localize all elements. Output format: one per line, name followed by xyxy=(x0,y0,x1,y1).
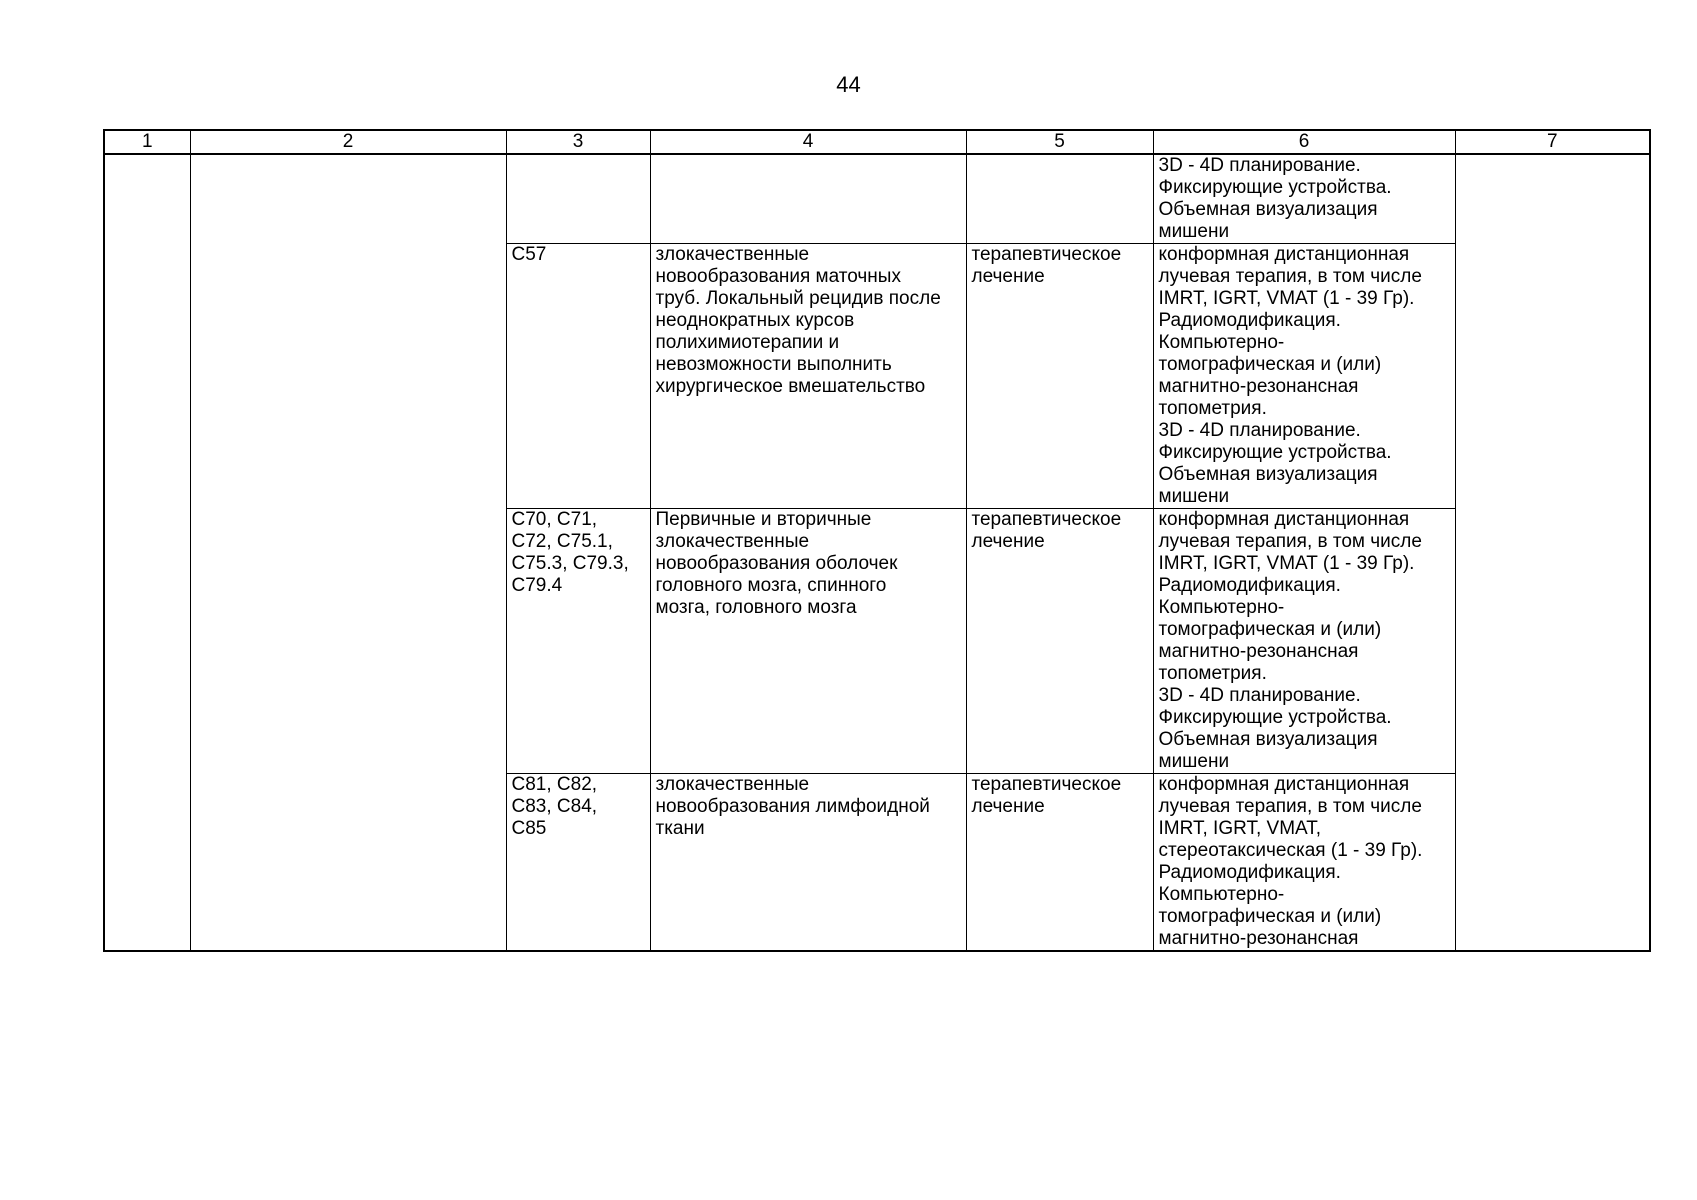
cell-diagnosis xyxy=(650,509,966,774)
cell-method xyxy=(1153,244,1455,509)
column-header-3: 3 xyxy=(506,130,650,154)
cell-method xyxy=(1153,509,1455,774)
code-text: C70, C71, C72, C75.1, C75.3, C79.3, C79.4 xyxy=(511,509,629,596)
cell-treatment-type xyxy=(966,774,1153,952)
column-header-2: 2 xyxy=(190,130,506,154)
column-header-1: 1 xyxy=(104,130,190,154)
cell-treatment-type xyxy=(966,154,1153,244)
cell-treatment-type xyxy=(966,509,1153,774)
table-row xyxy=(104,154,1650,244)
code-text: C81, C82, C83, C84, C85 xyxy=(511,774,598,839)
column-header-4: 4 xyxy=(650,130,966,154)
cell-col-7 xyxy=(1455,154,1650,951)
column-header-5: 5 xyxy=(966,130,1153,154)
diagnosis-text: Первичные и вторичные злокачественные новообразования оболочек головного мозга, спинного мозга, головного мозга xyxy=(655,509,898,618)
cell-diagnosis xyxy=(650,244,966,509)
cell-diagnosis xyxy=(650,154,966,244)
method-text: конформная дистанционная лучевая терапия, в том числе IMRT, IGRT, VMAT (1 - 39 Гр). Радиомодификация. Компьютерно- томографическая и (или) магнитно-резонансная топометрия. 3D - 4D планирование. Фиксирующие устройства. Объемная визуализация мишени xyxy=(1158,244,1422,507)
code-text: C57 xyxy=(511,244,547,265)
method-text: 3D - 4D планирование. Фиксирующие устройства. Объемная визуализация мишени xyxy=(1158,155,1392,242)
cell-col-2 xyxy=(190,154,506,951)
diagnosis-text: злокачественные новообразования маточных труб. Локальный рецидив после неоднократных курсов полихимиотерапии и невозможности выполнить хирургическое вмешательство xyxy=(655,244,941,397)
treatment-type-text: терапевтическое лечение xyxy=(971,244,1122,287)
method-text: конформная дистанционная лучевая терапия, в том числе IMRT, IGRT, VMAT, стереотаксическая (1 - 39 Гр). Радиомодификация. Компьютерно- томографическая и (или) магнитно-резонансная xyxy=(1158,774,1423,949)
column-header-7: 7 xyxy=(1455,130,1650,154)
page-number: 44 xyxy=(836,72,861,97)
treatment-type-text: терапевтическое лечение xyxy=(971,774,1122,817)
cell-code xyxy=(506,774,650,952)
method-text: конформная дистанционная лучевая терапия, в том числе IMRT, IGRT, VMAT (1 - 39 Гр). Радиомодификация. Компьютерно- томографическая и (или) магнитно-резонансная топометрия. 3D - 4D планирование. Фиксирующие устройства. Объемная визуализация мишени xyxy=(1158,509,1422,772)
column-header-6: 6 xyxy=(1153,130,1455,154)
cell-diagnosis xyxy=(650,774,966,952)
treatment-type-text: терапевтическое лечение xyxy=(971,509,1122,552)
column-number-row xyxy=(104,130,1650,154)
cell-code xyxy=(506,509,650,774)
cell-method xyxy=(1153,154,1455,244)
cell-col-1 xyxy=(104,154,190,951)
cell-code xyxy=(506,244,650,509)
diagnosis-text: злокачественные новообразования лимфоидной ткани xyxy=(655,774,930,839)
medical-services-table xyxy=(103,129,1651,952)
cell-method xyxy=(1153,774,1455,952)
cell-treatment-type xyxy=(966,244,1153,509)
cell-code xyxy=(506,154,650,244)
